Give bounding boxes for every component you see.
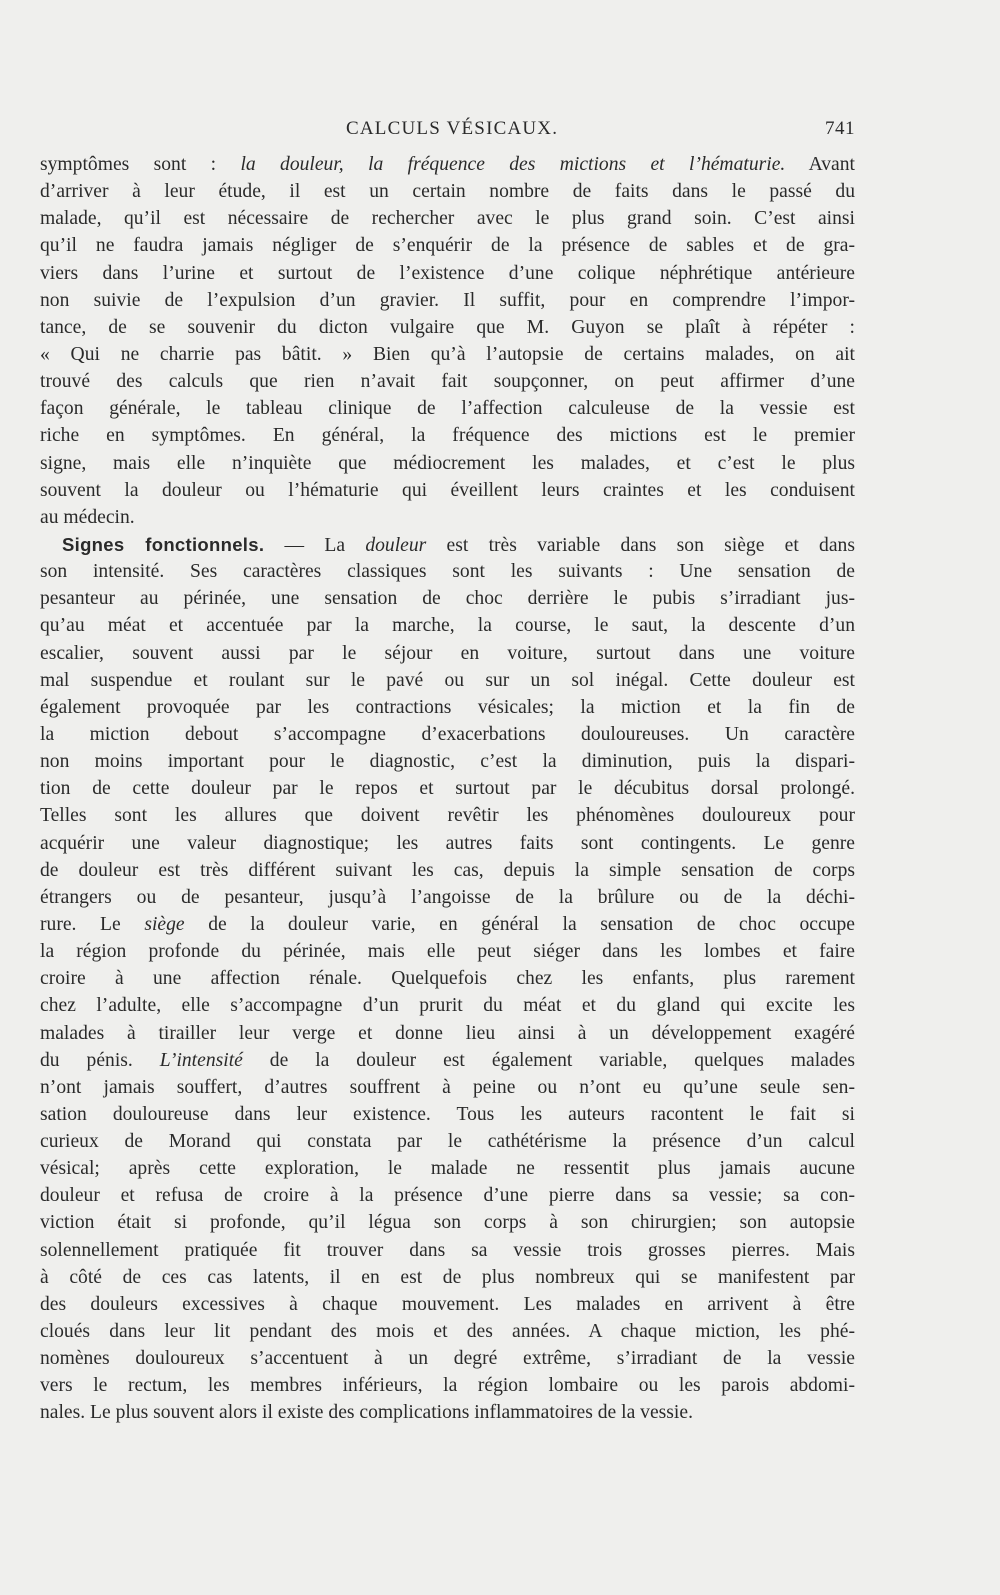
- text-line: [40, 504, 855, 531]
- text-run: sation douloureuse dans leur existence. Tous les auteurs racontent le fait si: [40, 1103, 855, 1125]
- text-line: [40, 1237, 855, 1264]
- text-line: [40, 1291, 855, 1318]
- text-line: [40, 422, 855, 449]
- text-run: de la douleur est également variable, quelques malades: [242, 1049, 855, 1071]
- body-text: [40, 151, 855, 1427]
- text-run: Avant: [785, 154, 855, 175]
- text-line: [40, 1155, 855, 1182]
- text-line: [40, 232, 855, 259]
- text-run: est très variable dans son siège et dans: [426, 534, 855, 556]
- text-run: de la douleur varie, en général la sensation de choc occupe: [184, 913, 855, 935]
- text-line: [40, 1345, 855, 1372]
- text-run: curieux de Morand qui constata par le cathétérisme la présence d’un calcul: [40, 1131, 855, 1153]
- text-run: croire à une affection rénale. Quelquefois chez les enfants, plus rarement: [40, 968, 855, 990]
- text-run: douleur et refusa de croire à la présence d’une pierre dans sa vessie; sa con-: [40, 1185, 855, 1207]
- text-run: cloués dans leur lit pendant des mois et des années. A chaque miction, les phé-: [40, 1321, 855, 1343]
- text-run: du pénis.: [40, 1049, 160, 1071]
- text-line: [40, 721, 855, 748]
- text-run: « Qui ne charrie pas bâtit. » Bien qu’à l’autopsie de certains malades, on ait: [40, 343, 855, 365]
- running-header: [40, 118, 855, 148]
- emphasis-text: douleur: [365, 534, 427, 556]
- emphasis-text: L’intensité: [159, 1049, 243, 1071]
- text-run: malade, qu’il est nécessaire de rechercher avec le plus grand soin. C’est ainsi: [40, 208, 855, 230]
- text-line: [40, 992, 855, 1019]
- text-line: [40, 450, 855, 477]
- text-run: son intensité. Ses caractères classiques sont les suivants : Une sensation de: [40, 561, 855, 583]
- text-run: vers le rectum, les membres inférieurs, la région lombaire ou les parois abdomi-: [40, 1375, 855, 1397]
- text-run: escalier, souvent aussi par le séjour en voiture, surtout dans une voiture: [40, 642, 855, 664]
- text-line: [40, 1318, 855, 1345]
- text-run: — La: [264, 534, 366, 556]
- text-line: [40, 1101, 855, 1128]
- text-run: souvent la douleur ou l’hématurie qui éveillent leurs craintes et les conduisent: [40, 479, 855, 501]
- text-run: également provoquée par les contractions vésicales; la miction et la fin de: [40, 696, 855, 718]
- text-line: [40, 1372, 855, 1399]
- text-line: [40, 585, 855, 612]
- text-run: rure. Le: [40, 913, 145, 935]
- text-line: [40, 1074, 855, 1101]
- text-run: façon générale, le tableau clinique de l’affection calculeuse de la vessie est: [40, 398, 855, 420]
- text-run: non moins important pour le diagnostic, c’est la diminution, puis la dispari-: [40, 751, 855, 773]
- text-line: [40, 640, 855, 667]
- text-line: [40, 911, 855, 938]
- text-run: d’arriver à leur étude, il est un certain nombre de faits dans le passé du: [40, 181, 855, 203]
- text-run: étrangers ou de pesanteur, jusqu’à l’angoisse de la brûlure ou de la déchi-: [40, 886, 855, 908]
- text-line: [40, 667, 855, 694]
- text-run: tion de cette douleur par le repos et surtout par le décubitus dorsal prolongé.: [40, 778, 855, 800]
- text-run: pesanteur au périnée, une sensation de choc derrière le pubis s’irradiant jus-: [40, 588, 855, 610]
- text-line: [40, 1182, 855, 1209]
- text-run: qu’il ne faudra jamais négliger de s’enquérir de la présence de sables et de gra-: [40, 235, 855, 257]
- text-run: non suivie de l’expulsion d’un gravier. Il suffit, pour en comprendre l’impor-: [40, 289, 855, 311]
- text-line: [40, 368, 855, 395]
- text-run: mal suspendue et roulant sur le pavé ou sur un sol inégal. Cette douleur est: [40, 669, 855, 691]
- text-line: [40, 830, 855, 857]
- text-run: nales. Le plus souvent alors il existe des complications inflammatoires de la vessie.: [40, 1402, 693, 1424]
- text-run: la miction debout s’accompagne d’exacerbations douloureuses. Un caractère: [40, 723, 855, 745]
- text-line: [40, 965, 855, 992]
- running-title: CALCULS VÉSICAUX.: [346, 118, 559, 139]
- text-line: [40, 1047, 855, 1074]
- emphasis-text: la douleur, la fréquence des mictions et l’hématurie.: [240, 154, 786, 175]
- text-line: [40, 775, 855, 802]
- text-run: qu’au méat et accentuée par la marche, la course, le saut, la descente d’un: [40, 615, 855, 637]
- text-run: riche en symptômes. En général, la fréquence des mictions est le premier: [40, 425, 855, 447]
- text-run: de douleur est très différent suivant les cas, depuis la simple sensation de corps: [40, 859, 855, 881]
- page-number: 741: [825, 118, 855, 139]
- text-run: malades à tirailler leur verge et donne lieu ainsi à un développement exagéré: [40, 1022, 855, 1044]
- text-run: viction était si profonde, qu’il légua son corps à son chirurgien; son autopsie: [40, 1212, 855, 1234]
- text-line: [40, 314, 855, 341]
- text-line: [40, 884, 855, 911]
- text-line: [40, 395, 855, 422]
- text-run: trouvé des calculs que rien n’avait fait soupçonner, on peut affirmer d’une: [40, 371, 855, 393]
- text-run: n’ont jamais souffert, d’autres souffrent à peine ou n’ont eu qu’une seule sen-: [40, 1076, 855, 1098]
- text-line: [40, 857, 855, 884]
- text-run: Telles sont les allures que doivent revêtir les phénomènes douloureux pour: [40, 805, 855, 827]
- text-run: viers dans l’urine et surtout de l’existence d’une colique néphrétique antérieure: [40, 262, 855, 284]
- text-line: [40, 1020, 855, 1047]
- text-line: [40, 151, 855, 178]
- text-line: [40, 694, 855, 721]
- text-line: [40, 341, 855, 368]
- emphasis-text: siège: [144, 913, 185, 935]
- text-line: [40, 802, 855, 829]
- text-run: nomènes douloureux s’accentuent à un degré extrême, s’irradiant de la vessie: [40, 1348, 855, 1370]
- text-line: [40, 1264, 855, 1291]
- text-run: au médecin.: [40, 506, 135, 528]
- text-line: [40, 260, 855, 287]
- text-run: vésical; après cette exploration, le malade ne ressentit plus jamais aucune: [40, 1158, 855, 1180]
- text-line: [40, 612, 855, 639]
- text-run: à côté de ces cas latents, il en est de plus nombreux qui se manifestent par: [40, 1266, 855, 1288]
- text-line: [40, 477, 855, 504]
- text-run: signe, mais elle n’inquiète que médiocrement les malades, et c’est le plus: [40, 452, 855, 474]
- text-run: chez l’adulte, elle s’accompagne d’un prurit du méat et du gland qui excite les: [40, 995, 855, 1017]
- text-line: [40, 938, 855, 965]
- text-line: [40, 558, 855, 585]
- text-run: la région profonde du périnée, mais elle peut siéger dans les lombes et faire: [40, 941, 855, 963]
- text-run: tance, de se souvenir du dicton vulgaire que M. Guyon se plaît à répéter :: [40, 316, 855, 338]
- text-line: [40, 287, 855, 314]
- text-line: [40, 1399, 855, 1426]
- text-run: solennellement pratiquée fit trouver dans sa vessie trois grosses pierres. Mais: [40, 1239, 855, 1261]
- text-line: [40, 1128, 855, 1155]
- text-run: symptômes sont :: [40, 154, 241, 175]
- text-run: acquérir une valeur diagnostique; les autres faits sont contingents. Le genre: [40, 832, 855, 854]
- text-line: [40, 178, 855, 205]
- text-line: [40, 205, 855, 232]
- text-line: [40, 748, 855, 775]
- text-run: des douleurs excessives à chaque mouvement. Les malades en arrivent à être: [40, 1293, 855, 1315]
- text-line: [40, 1209, 855, 1236]
- section-heading: Signes fonctionnels.: [62, 533, 265, 555]
- text-line: [40, 531, 855, 558]
